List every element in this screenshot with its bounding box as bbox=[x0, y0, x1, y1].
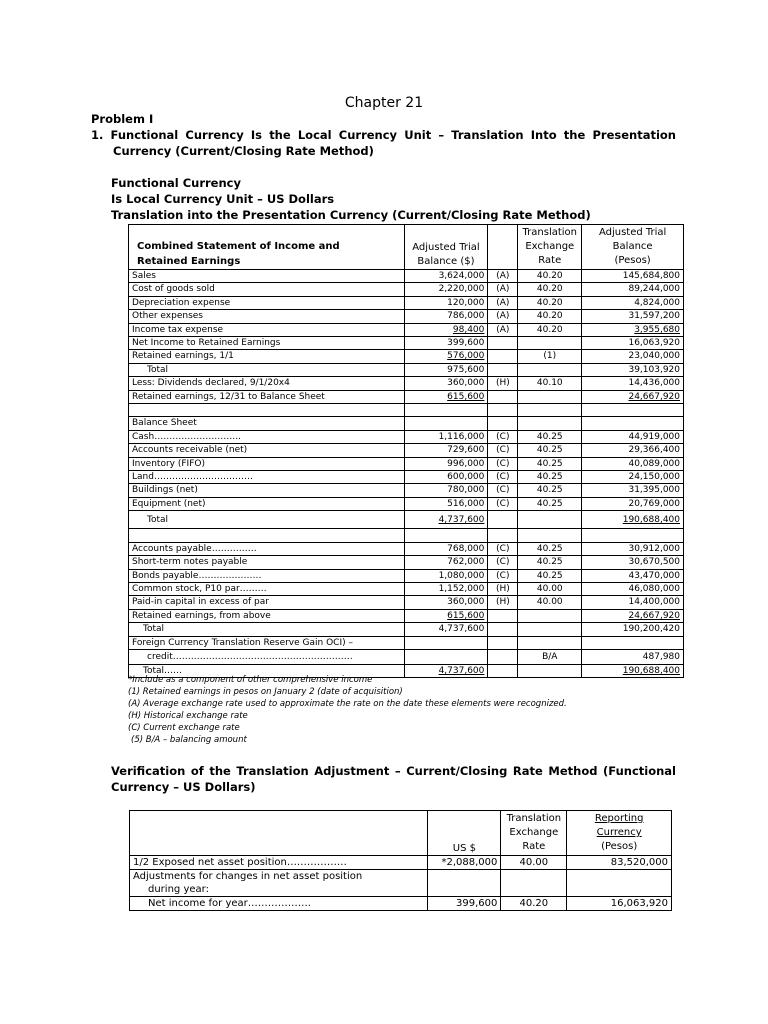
row-amount-pesos bbox=[567, 883, 672, 897]
row-exchange-rate: 40.25 bbox=[518, 542, 582, 555]
row-rate-code bbox=[488, 350, 518, 363]
footnote: (C) Current exchange rate bbox=[128, 723, 240, 733]
table-row bbox=[129, 417, 684, 430]
table-row bbox=[129, 484, 684, 497]
row-amount-pesos: 83,520,000 bbox=[567, 856, 672, 870]
row-amount-pesos: 40,089,000 bbox=[582, 457, 684, 470]
row-exchange-rate: 40.25 bbox=[518, 484, 582, 497]
row-rate-code: (A) bbox=[488, 323, 518, 336]
row-label: Total bbox=[129, 511, 405, 529]
table-row bbox=[129, 471, 684, 484]
table-header-row bbox=[129, 225, 684, 270]
row-label: Common stock, P10 par……… bbox=[129, 582, 405, 595]
row-amount-usd: *2,088,000 bbox=[428, 856, 501, 870]
row-amount-usd bbox=[428, 870, 501, 884]
table-row bbox=[129, 542, 684, 555]
row-label bbox=[129, 529, 405, 542]
table-row bbox=[129, 649, 684, 664]
row-label: Total bbox=[129, 623, 405, 636]
row-exchange-rate bbox=[518, 623, 582, 636]
row-amount-pesos bbox=[582, 529, 684, 542]
row-rate-code: (C) bbox=[488, 471, 518, 484]
row-exchange-rate: 40.25 bbox=[518, 444, 582, 457]
row-exchange-rate: 40.25 bbox=[518, 430, 582, 443]
row-rate-code bbox=[488, 390, 518, 403]
verification-row bbox=[130, 883, 672, 897]
row-label: Balance Sheet bbox=[129, 417, 405, 430]
row-rate-code bbox=[488, 529, 518, 542]
row-amount-usd: 975,600 bbox=[404, 363, 488, 376]
row-rate-code bbox=[488, 363, 518, 376]
row-rate-code: (C) bbox=[488, 542, 518, 555]
footnote: (A) Average exchange rate used to approximate the rate on the date these elements were recognized. bbox=[128, 699, 567, 709]
table-row bbox=[129, 457, 684, 470]
row-rate-code: (C) bbox=[488, 430, 518, 443]
row-exchange-rate bbox=[518, 511, 582, 529]
row-amount-usd bbox=[404, 636, 488, 649]
row-label: Retained earnings, 12/31 to Balance Sheet bbox=[129, 390, 405, 403]
table-row bbox=[129, 430, 684, 443]
row-exchange-rate: B/A bbox=[518, 649, 582, 664]
row-amount-pesos: 14,400,000 bbox=[582, 596, 684, 609]
verification-heading-line1: Verification of the Translation Adjustment – Current/Closing Rate Method (Functional bbox=[111, 764, 676, 778]
row-amount-pesos bbox=[582, 417, 684, 430]
row-amount-pesos: 4,824,000 bbox=[582, 296, 684, 309]
row-amount-pesos: 43,470,000 bbox=[582, 569, 684, 582]
row-amount-pesos: 23,040,000 bbox=[582, 350, 684, 363]
subheading-functional-currency: Functional Currency bbox=[111, 176, 241, 190]
row-amount-usd: 4,737,600 bbox=[404, 664, 488, 677]
row-amount-pesos: 31,597,200 bbox=[582, 310, 684, 323]
table-row bbox=[129, 556, 684, 569]
row-amount-pesos: 39,103,920 bbox=[582, 363, 684, 376]
row-amount-pesos: 30,912,000 bbox=[582, 542, 684, 555]
row-amount-usd: 98,400 bbox=[404, 323, 488, 336]
row-exchange-rate bbox=[518, 404, 582, 417]
code-header bbox=[488, 225, 518, 270]
row-label: Short-term notes payable bbox=[129, 556, 405, 569]
row-exchange-rate: 40.20 bbox=[518, 323, 582, 336]
row-rate-code bbox=[488, 636, 518, 649]
us-dollar-header: US $ bbox=[428, 811, 501, 856]
row-exchange-rate: 40.25 bbox=[518, 556, 582, 569]
row-exchange-rate bbox=[518, 363, 582, 376]
row-exchange-rate: 40.25 bbox=[518, 457, 582, 470]
row-amount-pesos: 16,063,920 bbox=[582, 337, 684, 350]
row-amount-pesos: 29,366,400 bbox=[582, 444, 684, 457]
row-rate-code: (C) bbox=[488, 569, 518, 582]
row-amount-pesos: 46,080,000 bbox=[582, 582, 684, 595]
row-amount-usd: 2,220,000 bbox=[404, 283, 488, 296]
row-label: Accounts receivable (net) bbox=[129, 444, 405, 457]
subheading-translation: Translation into the Presentation Currency (Current/Closing Rate Method) bbox=[111, 208, 591, 222]
row-exchange-rate: 40.20 bbox=[518, 296, 582, 309]
row-label: Adjustments for changes in net asset position bbox=[130, 870, 428, 884]
row-amount-usd: 4,737,600 bbox=[404, 623, 488, 636]
row-label: Less: Dividends declared, 9/1/20x4 bbox=[129, 377, 405, 390]
row-amount-pesos: 190,688,400 bbox=[582, 664, 684, 677]
row-rate-code bbox=[488, 511, 518, 529]
row-label: Total bbox=[129, 363, 405, 376]
footnote: (H) Historical exchange rate bbox=[128, 711, 248, 721]
row-label: Land…………………………… bbox=[129, 471, 405, 484]
row-amount-pesos: 190,200,420 bbox=[582, 623, 684, 636]
row-amount-usd: 600,000 bbox=[404, 471, 488, 484]
row-amount-pesos: 24,667,920 bbox=[582, 609, 684, 622]
row-rate-code bbox=[488, 404, 518, 417]
row-rate-code: (C) bbox=[488, 444, 518, 457]
table-row bbox=[129, 377, 684, 390]
row-amount-pesos: 16,063,920 bbox=[567, 897, 672, 911]
row-amount-usd: 360,000 bbox=[404, 377, 488, 390]
row-amount-pesos bbox=[582, 636, 684, 649]
row-exchange-rate: 40.20 bbox=[518, 283, 582, 296]
row-amount-usd: 1,116,000 bbox=[404, 430, 488, 443]
row-exchange-rate: 40.20 bbox=[518, 270, 582, 283]
row-amount-pesos: 14,436,000 bbox=[582, 377, 684, 390]
row-amount-pesos: 190,688,400 bbox=[582, 511, 684, 529]
row-label: Net income for year………………. bbox=[130, 897, 428, 911]
row-exchange-rate: 40.00 bbox=[518, 582, 582, 595]
problem-label: Problem I bbox=[91, 112, 154, 126]
statement-title-header: Combined Statement of Income and Retained Earnings bbox=[129, 225, 405, 270]
row-amount-usd: 4,737,600 bbox=[404, 511, 488, 529]
row-amount-pesos: 20,769,000 bbox=[582, 497, 684, 510]
row-amount-pesos: 30,670,500 bbox=[582, 556, 684, 569]
table-row bbox=[129, 623, 684, 636]
row-rate-code bbox=[488, 623, 518, 636]
row-rate-code: (C) bbox=[488, 484, 518, 497]
row-exchange-rate bbox=[518, 609, 582, 622]
exchange-rate-header: Translation Exchange Rate bbox=[518, 225, 582, 270]
row-rate-code bbox=[488, 649, 518, 664]
exchange-rate-header: Translation Exchange Rate bbox=[501, 811, 567, 856]
table-row bbox=[129, 636, 684, 649]
table-row bbox=[129, 404, 684, 417]
row-label: credit…………………………………………………… bbox=[129, 649, 405, 664]
footnote: (5) B/A – balancing amount bbox=[131, 735, 247, 745]
row-amount-pesos: 24,150,000 bbox=[582, 471, 684, 484]
verification-row bbox=[130, 897, 672, 911]
table-row bbox=[129, 323, 684, 336]
row-label: Foreign Currency Translation Reserve Gain OCI) – bbox=[129, 636, 405, 649]
row-amount-usd bbox=[404, 404, 488, 417]
row-label: Sales bbox=[129, 270, 405, 283]
row-exchange-rate: (1) bbox=[518, 350, 582, 363]
row-amount-usd: 768,000 bbox=[404, 542, 488, 555]
row-exchange-rate: 40.25 bbox=[518, 471, 582, 484]
row-amount-pesos: 24,667,920 bbox=[582, 390, 684, 403]
verification-heading-line2: Currency – US Dollars) bbox=[111, 780, 256, 794]
row-amount-pesos: 89,244,000 bbox=[582, 283, 684, 296]
row-label: Inventory (FIFO) bbox=[129, 457, 405, 470]
row-rate-code: (H) bbox=[488, 582, 518, 595]
row-amount-usd: 3,624,000 bbox=[404, 270, 488, 283]
row-label: Accounts payable…………… bbox=[129, 542, 405, 555]
row-label: Cash……………………….. bbox=[129, 430, 405, 443]
table-row bbox=[129, 596, 684, 609]
row-exchange-rate: 40.25 bbox=[518, 569, 582, 582]
row-exchange-rate bbox=[501, 883, 567, 897]
table-row bbox=[129, 350, 684, 363]
row-rate-code: (A) bbox=[488, 270, 518, 283]
row-amount-usd bbox=[404, 417, 488, 430]
row-amount-usd: 120,000 bbox=[404, 296, 488, 309]
row-exchange-rate: 40.00 bbox=[518, 596, 582, 609]
row-amount-usd: 1,152,000 bbox=[404, 582, 488, 595]
table-row bbox=[129, 283, 684, 296]
row-exchange-rate bbox=[518, 337, 582, 350]
verification-header-row bbox=[130, 811, 672, 856]
table-row bbox=[129, 497, 684, 510]
row-amount-usd: 615,600 bbox=[404, 609, 488, 622]
row-label: Other expenses bbox=[129, 310, 405, 323]
row-exchange-rate: 40.00 bbox=[501, 856, 567, 870]
row-amount-usd bbox=[404, 649, 488, 664]
row-amount-usd: 996,000 bbox=[404, 457, 488, 470]
row-rate-code bbox=[488, 417, 518, 430]
chapter-title: Chapter 21 bbox=[344, 95, 424, 111]
table-row bbox=[129, 310, 684, 323]
table-row bbox=[129, 511, 684, 529]
verification-row bbox=[130, 870, 672, 884]
table-row bbox=[129, 569, 684, 582]
row-amount-pesos bbox=[567, 870, 672, 884]
row-exchange-rate bbox=[518, 417, 582, 430]
row-amount-pesos: 145,684,800 bbox=[582, 270, 684, 283]
row-rate-code: (C) bbox=[488, 497, 518, 510]
row-amount-usd bbox=[404, 529, 488, 542]
row-label: Buildings (net) bbox=[129, 484, 405, 497]
table-row bbox=[129, 296, 684, 309]
row-amount-usd: 399,600 bbox=[428, 897, 501, 911]
verification-row bbox=[130, 856, 672, 870]
row-amount-pesos: 31,395,000 bbox=[582, 484, 684, 497]
row-amount-usd: 780,000 bbox=[404, 484, 488, 497]
row-amount-pesos: 3,955,680 bbox=[582, 323, 684, 336]
row-label: Income tax expense bbox=[129, 323, 405, 336]
row-amount-usd: 1,080,000 bbox=[404, 569, 488, 582]
row-amount-usd: 786,000 bbox=[404, 310, 488, 323]
row-exchange-rate bbox=[518, 390, 582, 403]
section-heading-line2: Currency (Current/Closing Rate Method) bbox=[113, 144, 374, 158]
row-amount-usd bbox=[428, 883, 501, 897]
row-label: Bonds payable………………… bbox=[129, 569, 405, 582]
row-label: Net Income to Retained Earnings bbox=[129, 337, 405, 350]
verification-table bbox=[129, 810, 672, 911]
row-exchange-rate bbox=[501, 870, 567, 884]
row-amount-usd: 729,600 bbox=[404, 444, 488, 457]
row-label: Cost of goods sold bbox=[129, 283, 405, 296]
table-row bbox=[129, 270, 684, 283]
row-rate-code bbox=[488, 609, 518, 622]
section-heading-line1: 1. Functional Currency Is the Local Currency Unit – Translation Into the Presentation bbox=[91, 128, 676, 142]
row-label: Retained earnings, 1/1 bbox=[129, 350, 405, 363]
balance-pesos-header: Adjusted Trial Balance (Pesos) bbox=[582, 225, 684, 270]
row-rate-code: (C) bbox=[488, 457, 518, 470]
table-row bbox=[129, 390, 684, 403]
table-row bbox=[129, 609, 684, 622]
row-exchange-rate: 40.25 bbox=[518, 497, 582, 510]
balance-usd-header: Adjusted Trial Balance ($) bbox=[404, 225, 488, 270]
row-rate-code: (H) bbox=[488, 596, 518, 609]
reporting-currency-header: Reporting Currency (Pesos) bbox=[567, 811, 672, 856]
row-exchange-rate bbox=[518, 636, 582, 649]
row-exchange-rate: 40.20 bbox=[518, 310, 582, 323]
row-amount-pesos bbox=[582, 404, 684, 417]
footnote: (1) Retained earnings in pesos on January 2 (date of acquisition) bbox=[128, 687, 403, 697]
row-label: Total…… bbox=[129, 664, 405, 677]
table-row bbox=[129, 444, 684, 457]
row-label: Equipment (net) bbox=[129, 497, 405, 510]
footnote: *Include as a component of other comprehensive income bbox=[128, 675, 373, 685]
row-rate-code: (A) bbox=[488, 310, 518, 323]
row-exchange-rate bbox=[518, 529, 582, 542]
row-rate-code: (A) bbox=[488, 296, 518, 309]
row-label: 1/2 Exposed net asset position……………… bbox=[130, 856, 428, 870]
row-label: Depreciation expense bbox=[129, 296, 405, 309]
row-exchange-rate: 40.20 bbox=[501, 897, 567, 911]
row-amount-usd: 399,600 bbox=[404, 337, 488, 350]
row-rate-code bbox=[488, 337, 518, 350]
row-amount-usd: 762,000 bbox=[404, 556, 488, 569]
row-exchange-rate: 40.10 bbox=[518, 377, 582, 390]
row-rate-code: (C) bbox=[488, 556, 518, 569]
row-amount-pesos: 487,980 bbox=[582, 649, 684, 664]
row-rate-code: (H) bbox=[488, 377, 518, 390]
row-rate-code: (A) bbox=[488, 283, 518, 296]
translation-table bbox=[128, 224, 684, 678]
table-row bbox=[129, 582, 684, 595]
row-amount-usd: 516,000 bbox=[404, 497, 488, 510]
table-row bbox=[129, 363, 684, 376]
subheading-local-currency: Is Local Currency Unit – US Dollars bbox=[111, 192, 335, 206]
footnotes bbox=[128, 674, 567, 746]
table-row bbox=[129, 529, 684, 542]
row-amount-pesos: 44,919,000 bbox=[582, 430, 684, 443]
table-row bbox=[129, 337, 684, 350]
row-label: Retained earnings, from above bbox=[129, 609, 405, 622]
row-amount-usd: 360,000 bbox=[404, 596, 488, 609]
row-amount-usd: 615,600 bbox=[404, 390, 488, 403]
row-label: during year: bbox=[130, 883, 428, 897]
row-label: Paid-in capital in excess of par bbox=[129, 596, 405, 609]
row-amount-usd: 576,000 bbox=[404, 350, 488, 363]
row-label bbox=[129, 404, 405, 417]
